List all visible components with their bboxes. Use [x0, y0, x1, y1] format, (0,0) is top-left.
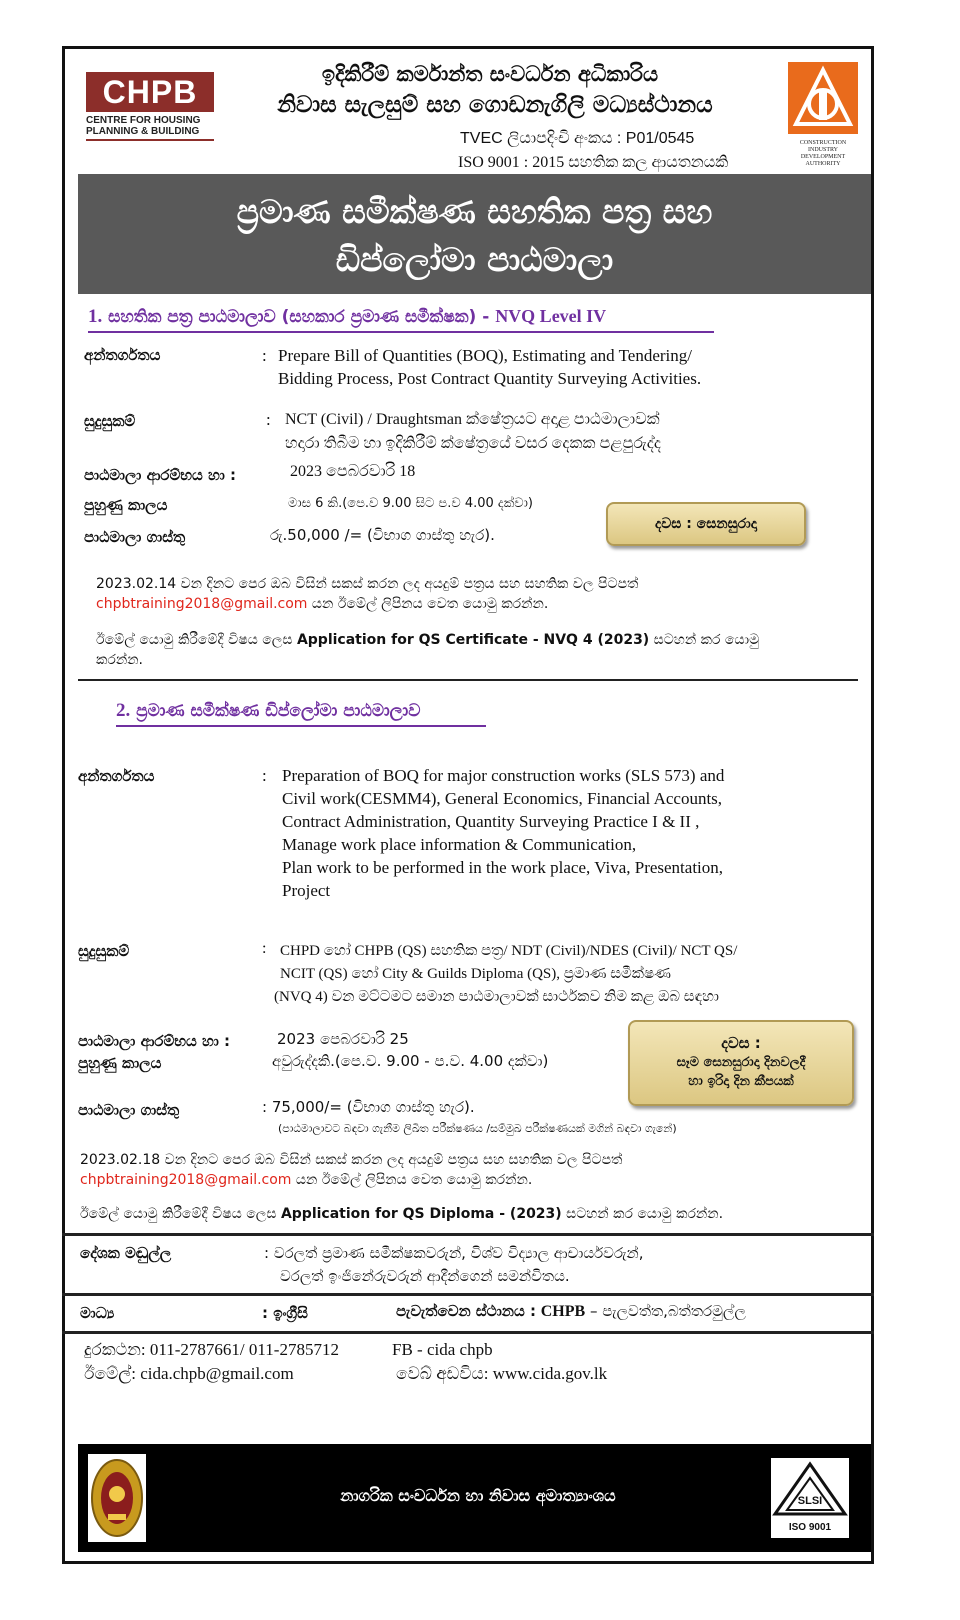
chpb-logo-sub1: CENTRE FOR HOUSING [86, 115, 201, 126]
medium-value: : ඉංග්‍රීසි [262, 1304, 308, 1322]
course1-nvq: NVQ Level IV [495, 306, 607, 326]
course2-apply-send: යන ඊමේල් ලිපිනය වෙත යොමු කරන්න. [295, 1172, 533, 1188]
banner-line2: ඩිප්ලෝමා පාඨමාලා [335, 240, 614, 279]
slsi-iso-text: ISO 9001 [788, 1522, 832, 1533]
course1-underline [88, 331, 714, 333]
venue-label: පැවැත්වෙන ස්ථානය : [396, 1302, 536, 1320]
course1-fee-value: රු.50,000 /= (විභාග ගාස්තු හැර). [270, 526, 495, 544]
course1-apply-send: යන ඊමේල් ලිපිනය වෙත යොමු කරන්න. [311, 596, 549, 612]
section-divider-4 [62, 1331, 874, 1334]
title-banner [78, 174, 871, 294]
cida-logo-icon [788, 62, 858, 134]
course1-subject: ඊමේල් යොමු කිරීමේදී විෂය ලෙස Application for QS Certificate - NVQ 4 (2023) සටහන් කර යොමු කරන්න. [96, 632, 760, 668]
course2-start-label: පාඨමාලා ආරම්භය හා : [78, 1032, 231, 1050]
course2-title-text: ප්‍රමාණ සමීක්ෂණ ඩිප්ලෝමා පාඨමාලාව [136, 701, 421, 721]
course2-qual-label: සුදුසුකම් [78, 942, 130, 960]
section-divider-3 [62, 1293, 874, 1296]
course1-qual-label: සුදුසුකම් [84, 412, 136, 430]
chpb-logo [86, 72, 214, 140]
ministry-name: නාගරික සංවර්ධන හා නිවාස අමාත්‍යාංශය [340, 1486, 616, 1505]
footer-bar [78, 1444, 871, 1552]
course1-title-text: සහතික පත්‍ර පාඨමාලාව (සහකාර ප්‍රමාණ සමීක්ෂක) - [108, 307, 490, 327]
course2-content-label: අන්තර්ගතය [78, 767, 155, 785]
course1-duration-label: පුහුණු කාලය [84, 496, 168, 514]
org-title: ඉදිකිරීම් කර්මාන්ත සංවර්ධන අධිකාරිය [321, 62, 659, 86]
course1-title [88, 306, 606, 328]
course2-fee-label: පාඨමාලා ගාස්තු [78, 1101, 180, 1119]
course2-qual: CHPD හෝ CHPB (QS) සහතික පත්‍ර/ NDT (Civil)/NDES (Civil)/ NCT QS/ NCIT (QS) හෝ City & Guilds Diploma (QS), ප්‍රමාණ සමීක්ෂණ (NVQ 4) වන මට්ටමට සමාන පාඨමාලාවක් සාර්ථකව නිම කළ ඔබ සඳහා [274, 943, 738, 1005]
contact-web[interactable]: වෙබ් අඩවිය: www.cida.gov.lk [396, 1364, 608, 1383]
contact-fb[interactable]: FB - cida chpb [392, 1340, 493, 1359]
lecturers-text: : වරලත් ප්‍රමාණ සමීක්ෂකවරුන්, විශ්ව විද්‍යාල ආචාර්යවරුන්, වරලත් ඉංජිනේරුවරුන් ආදීන්ගෙන් සමන්විතය. [264, 1244, 644, 1285]
lecturers-label: දේශක මඬුල්ල [80, 1244, 172, 1262]
course2-apply [80, 1150, 850, 1190]
course2-days-title: දවස : [721, 1034, 761, 1052]
course2-days-l2: හා ඉරිදා දින කීපයක් [688, 1074, 794, 1089]
section-divider-2 [62, 1233, 874, 1236]
course1-qual-colon: : [266, 410, 271, 429]
course2-underline [116, 725, 486, 727]
chpb-logo-sub2: PLANNING & BUILDING [86, 126, 200, 137]
course2-apply-date: 2023.02.18 වන දිනට පෙර ඔබ විසින් සකස් කරන ලද අයදුම් පත්‍රය සහ සහතික වල පිටපත් [80, 1152, 623, 1168]
course2-start-value: 2023 පෙබරවාරි 25 [277, 1030, 409, 1048]
course1-apply-date: 2023.02.14 වන දිනට පෙර ඔබ විසින් සකස් කරන ලද අයදුම් පත්‍රය සහ සහතික වල පිටපත් [96, 576, 639, 592]
course1-fee-label: පාඨමාලා ගාස්තු [84, 528, 186, 546]
section-divider-1 [78, 679, 858, 681]
course1-email[interactable]: chpbtraining2018@gmail.com [96, 596, 308, 612]
banner-line1: ප්‍රමාණ සමීක්ෂණ සහතික පත්‍ර සහ [236, 192, 713, 231]
course1-content-colon: : [262, 346, 267, 365]
course2-qual-colon: : [262, 940, 267, 957]
course2-days-pill [628, 1020, 854, 1106]
course2-fee-value: : 75,000/= (විභාග ගාස්තු හැර). [262, 1098, 475, 1116]
venue-chpb: CHPB [540, 1303, 586, 1320]
course1-days-pill: දවස : සෙනසුරාදා [606, 502, 806, 546]
course2-subject: ඊමේල් යොමු කිරීමේදී විෂය ලෙස Application for QS Diploma - (2023) සටහන් කර යොමු කරන්න. [80, 1206, 724, 1222]
slsi-text: SLSI [797, 1495, 823, 1507]
course1-qual: NCT (Civil) / Draughtsman ක්ෂේත්‍රයට අදාළ පාඨමාලාවක් හදාරා තිබීම හා ඉදිකිරීම් ක්ෂේත්‍රයේ වසර දෙකක පළපුරුද්ද [285, 411, 661, 452]
contact-email[interactable]: ඊමේල්: cida.chpb@gmail.com [84, 1364, 294, 1383]
iso-cert: ISO 9001 : 2015 සහතික කල ආයතනයකි [458, 154, 729, 171]
course2-duration-label: පුහුණු කාලය [78, 1054, 162, 1072]
course2-number: 2. [116, 700, 131, 721]
course1-subject-value: Application for QS Certificate - NVQ 4 (2023) [296, 632, 650, 648]
course1-content-label: අන්තර්ගතය [84, 346, 161, 364]
contact-phone: දුරකථන: 011-2787661/ 011-2785712 [84, 1340, 339, 1359]
course2-subject-value: Application for QS Diploma - (2023) [280, 1206, 562, 1222]
chpb-logo-line [86, 139, 214, 141]
course1-duration-value: මාස 6 කි.(පෙ.ව 9.00 සිට ප.ව 4.00 දක්වා) [288, 496, 533, 511]
course1-apply [96, 574, 856, 614]
course1-start-label: පාඨමාලා ආරම්භය හා : [84, 466, 237, 484]
venue-rest: – පැලවත්ත,බත්තරමුල්ල [589, 1302, 746, 1320]
sri-lanka-emblem-icon [88, 1454, 146, 1542]
course2-title [116, 700, 420, 722]
medium-label: මාධ්‍ය [80, 1304, 115, 1322]
course1-number: 1. [88, 306, 103, 327]
course2-days-l1: සෑම සෙනසුරාදා දිනවලදී [676, 1055, 806, 1070]
course1-start-value: 2023 පෙබරවාරි 18 [290, 463, 416, 480]
cida-logo [788, 62, 858, 167]
slsi-iso-logo-icon [771, 1458, 849, 1538]
cida-logo-sub: CONSTRUCTION INDUSTRY DEVELOPMENT AUTHORITY [799, 140, 847, 167]
venue [396, 1302, 746, 1321]
course2-email[interactable]: chpbtraining2018@gmail.com [80, 1172, 292, 1188]
course2-duration-value: අවුරුද්දකි.(පෙ.ව. 9.00 - ප.ව. 4.00 දක්වා) [272, 1052, 549, 1070]
course2-content: Preparation of BOQ for major construction works (SLS 573) and Civil work(CESMM4), General Economics, Financial Accounts, Contract Administration, Quantity Surveying Practice I & II , Manage work place information & Communication, Plan work to be performed in the work place, Viva, Presentation, Project [282, 766, 725, 900]
course2-fee-note: (පාඨමාලාවට බඳවා ගැනීම ලිඛිත පරීක්ෂණය /සම්මුඛ පරීක්ෂණයක් මගින් බඳවා ගැනේ) [278, 1122, 677, 1135]
course2-content-colon: : [262, 766, 267, 785]
center-title: නිවාස සැලසුම් සහ ගොඩනැගිලි මධ්‍යස්ථානය [277, 92, 713, 118]
tvec-number: TVEC ලියාපදිංචි අංකය : P01/0545 [460, 130, 695, 147]
chpb-logo-text: CHPB [86, 72, 214, 112]
course1-content: Prepare Bill of Quantities (BOQ), Estimating and Tendering/ Bidding Process, Post Contract Quantity Surveying Activities. [278, 346, 702, 388]
